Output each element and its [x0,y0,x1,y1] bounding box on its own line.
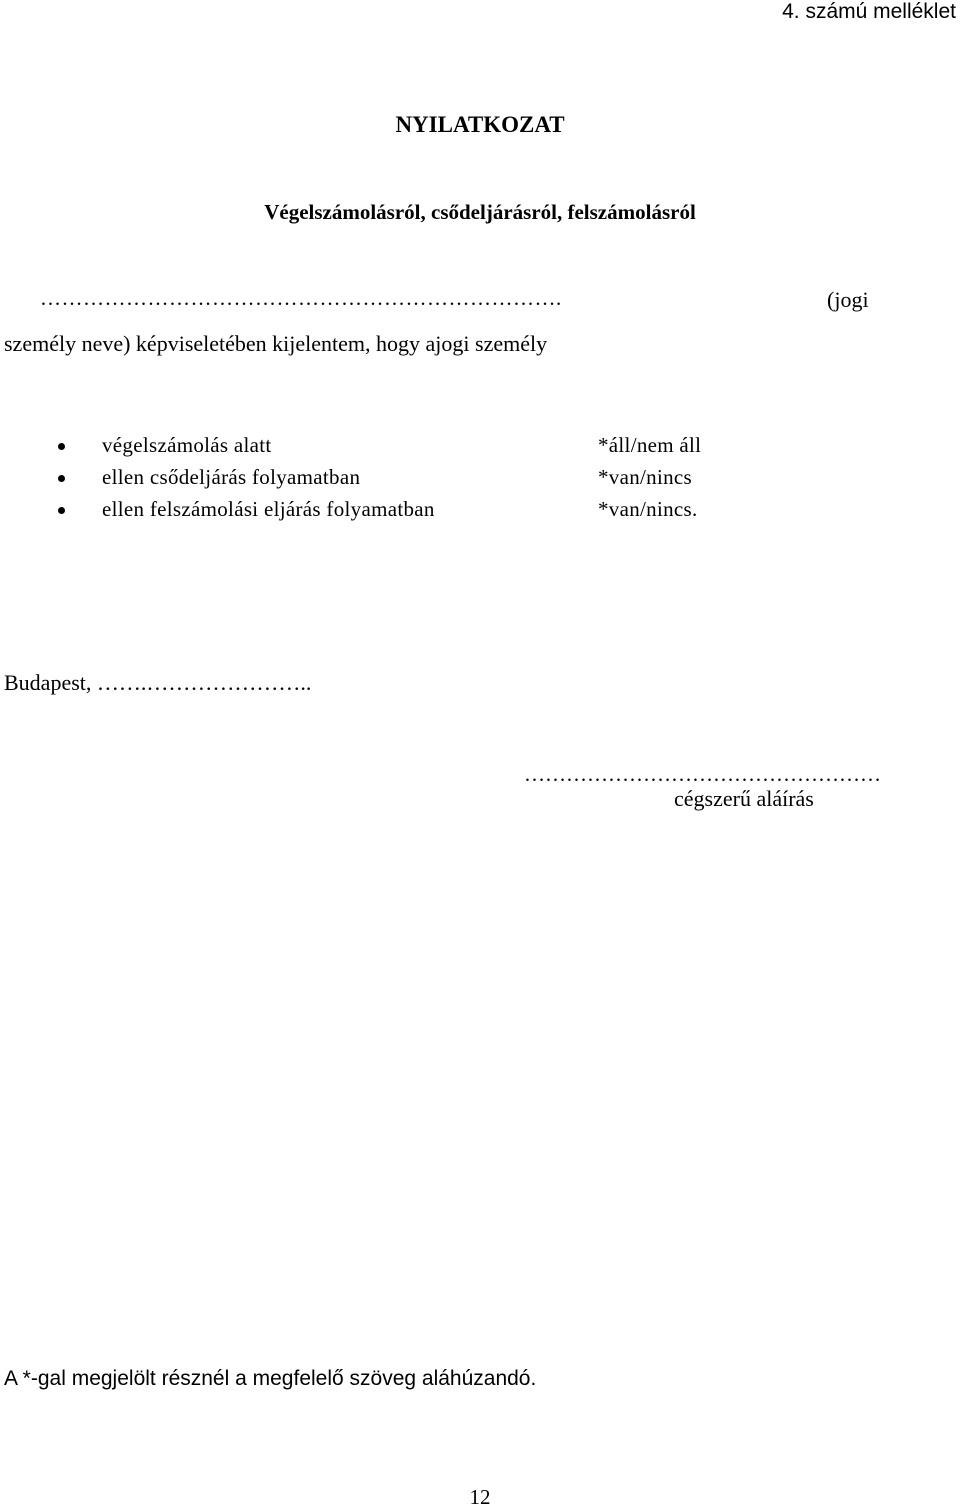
bullet-icon [58,475,65,482]
bullet-icon [58,443,65,450]
bullet-icon [58,507,65,514]
signature-label: cégszerű aláírás [674,786,814,811]
list-item-text: végelszámolás alatt [102,433,272,457]
document-subtitle: Végelszámolásról, csődeljárásról, felszámolásról [264,200,696,224]
list-item-status: *van/nincs [598,465,692,489]
footnote: A *-gal megjelölt résznél a megfelelő szöveg aláhúzandó. [4,1367,537,1390]
statement-line: személy neve) képviseletében kijelentem, hogy ajogi személy [4,331,548,356]
list-item-status: *áll/nem áll [598,433,702,457]
legal-entity-label: (jogi [827,287,869,312]
list-item-text: ellen felszámolási eljárás folyamatban [102,497,435,521]
list-item-text: ellen csődeljárás folyamatban [102,465,361,489]
signature-line: …………………………………………… [524,762,881,786]
company-name-blank: ………………………………………………………………. [40,286,562,310]
list-item-status: *van/nincs. [598,497,698,521]
page-number: 12 [469,1485,491,1509]
annex-label: 4. számú melléklet [782,0,956,23]
place-date-line: Budapest, …….………………….. [4,670,312,695]
document-title: NYILATKOZAT [395,112,565,137]
